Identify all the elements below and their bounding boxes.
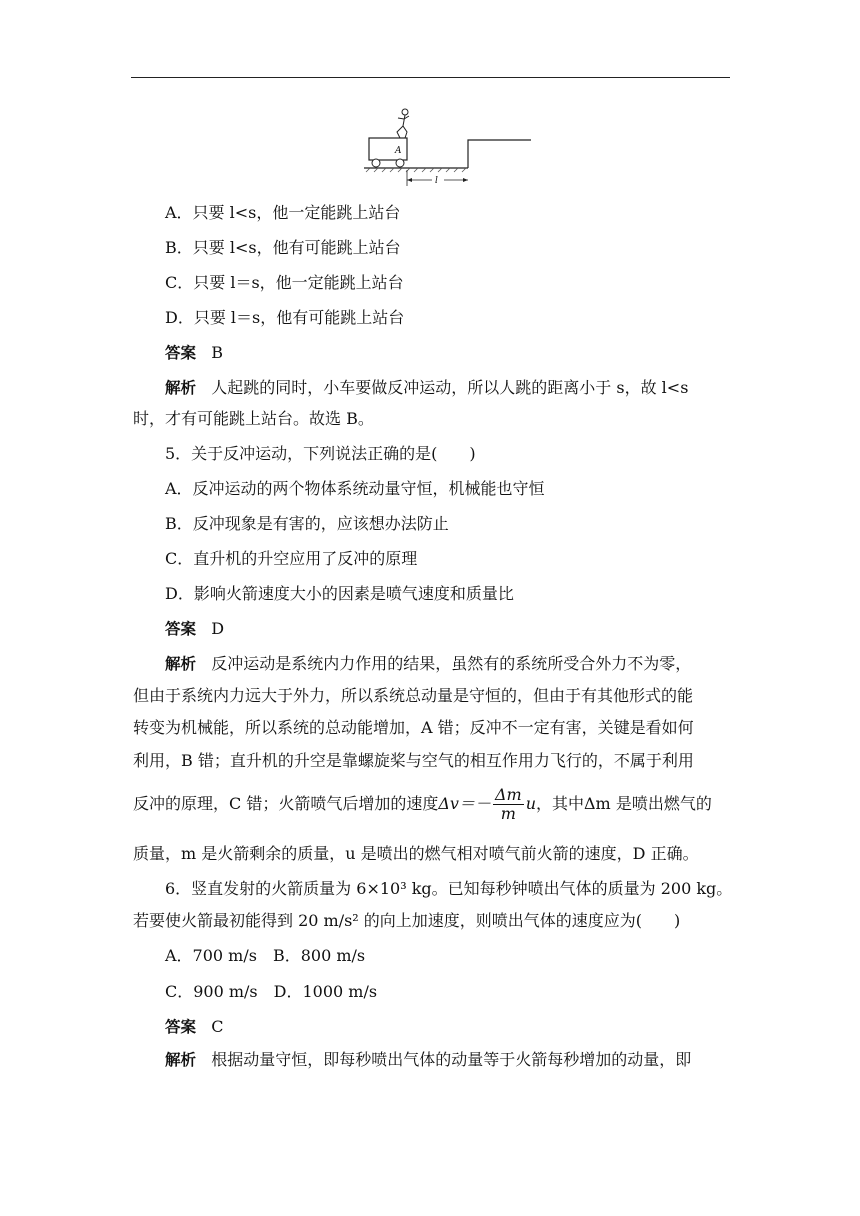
car-label: A xyxy=(395,146,402,156)
q5-analysis-last: 质量，m 是火箭剩余的质量，u 是喷出的燃气相对喷气前火箭的速度，D 正确。 xyxy=(133,844,699,863)
q5-option-a: A．反冲运动的两个物体系统动量守恒，机械能也守恒 xyxy=(165,479,545,498)
formula-var: u xyxy=(525,794,536,813)
q4-analysis xyxy=(165,378,688,398)
q4-option-a: A．只要 l<s，他一定能跳上站台 xyxy=(165,203,401,222)
analysis-text: 反冲运动是系统内力作用的结果，虽然有的系统所受合外力不为零， xyxy=(211,654,692,673)
q4-analysis-cont: 时，才有可能跳上站台。故选 B。 xyxy=(133,409,374,428)
analysis-label: 解析 xyxy=(165,1051,197,1069)
q5-analysis-line2: 但由于系统内力远大于外力，所以系统总动量是守恒的，但由于有其他形式的能 xyxy=(133,686,694,705)
q5-analysis xyxy=(165,654,691,674)
q5-analysis-line3: 转变为机械能，所以系统的总动能增加，A 错；反冲不一定有害，关键是看如何 xyxy=(133,718,694,737)
q5-formula-line xyxy=(133,785,712,823)
q5-answer xyxy=(165,619,224,639)
formula-fraction xyxy=(493,786,524,823)
q4-option-d: D．只要 l＝s，他有可能跳上站台 xyxy=(165,308,405,327)
gap-label: l xyxy=(435,176,438,186)
cart-platform-figure xyxy=(360,104,535,188)
q6-options-line1: A．700 m/s B．800 m/s xyxy=(165,946,366,965)
q5-option-c: C．直升机的升空应用了反冲的原理 xyxy=(165,549,418,568)
answer-value: C xyxy=(211,1017,224,1036)
q5-stem: 5．关于反冲运动，下列说法正确的是( ) xyxy=(165,444,476,463)
answer-label: 答案 xyxy=(165,344,197,362)
q5-analysis-line4: 利用，B 错；直升机的升空是靠螺旋桨与空气的相互作用力飞行的，不属于利用 xyxy=(133,751,694,770)
header-rule xyxy=(131,77,730,78)
formula-lhs: Δv＝－ xyxy=(438,794,491,813)
q6-stem-line1: 6．竖直发射的火箭质量为 6×10³ kg。已知每秒钟喷出气体的质量为 200 kg。 xyxy=(165,879,733,898)
q6-stem-line2: 若要使火箭最初能得到 20 m/s² 的向上加速度，则喷出气体的速度应为( ) xyxy=(133,911,681,930)
analysis-text: 人起跳的同时，小车要做反冲运动，所以人跳的距离小于 s，故 l<s xyxy=(211,378,689,397)
q5-option-b: B．反冲现象是有害的，应该想办法防止 xyxy=(165,514,449,533)
answer-label: 答案 xyxy=(165,620,197,638)
analysis-text: 根据动量守恒，即每秒喷出气体的动量等于火箭每秒增加的动量，即 xyxy=(211,1050,692,1069)
q4-answer xyxy=(165,343,223,363)
formula-prefix: 反冲的原理，C 错；火箭喷气后增加的速度 xyxy=(133,794,439,813)
analysis-label: 解析 xyxy=(165,655,197,673)
q6-options-line2: C．900 m/s D．1000 m/s xyxy=(165,982,378,1001)
q5-option-d: D．影响火箭速度大小的因素是喷气速度和质量比 xyxy=(165,584,514,603)
q6-answer xyxy=(165,1017,224,1037)
formula-denominator: m xyxy=(500,804,516,823)
analysis-label: 解析 xyxy=(165,379,197,397)
formula-numerator: Δm xyxy=(494,785,522,804)
answer-value: B xyxy=(211,343,224,362)
formula-suffix: ，其中Δm 是喷出燃气的 xyxy=(536,794,712,813)
answer-value: D xyxy=(211,619,225,638)
q4-option-b: B．只要 l<s，他有可能跳上站台 xyxy=(165,238,401,257)
q4-option-c: C．只要 l＝s，他一定能跳上站台 xyxy=(165,273,404,292)
answer-label: 答案 xyxy=(165,1018,197,1036)
q6-analysis xyxy=(165,1050,691,1070)
